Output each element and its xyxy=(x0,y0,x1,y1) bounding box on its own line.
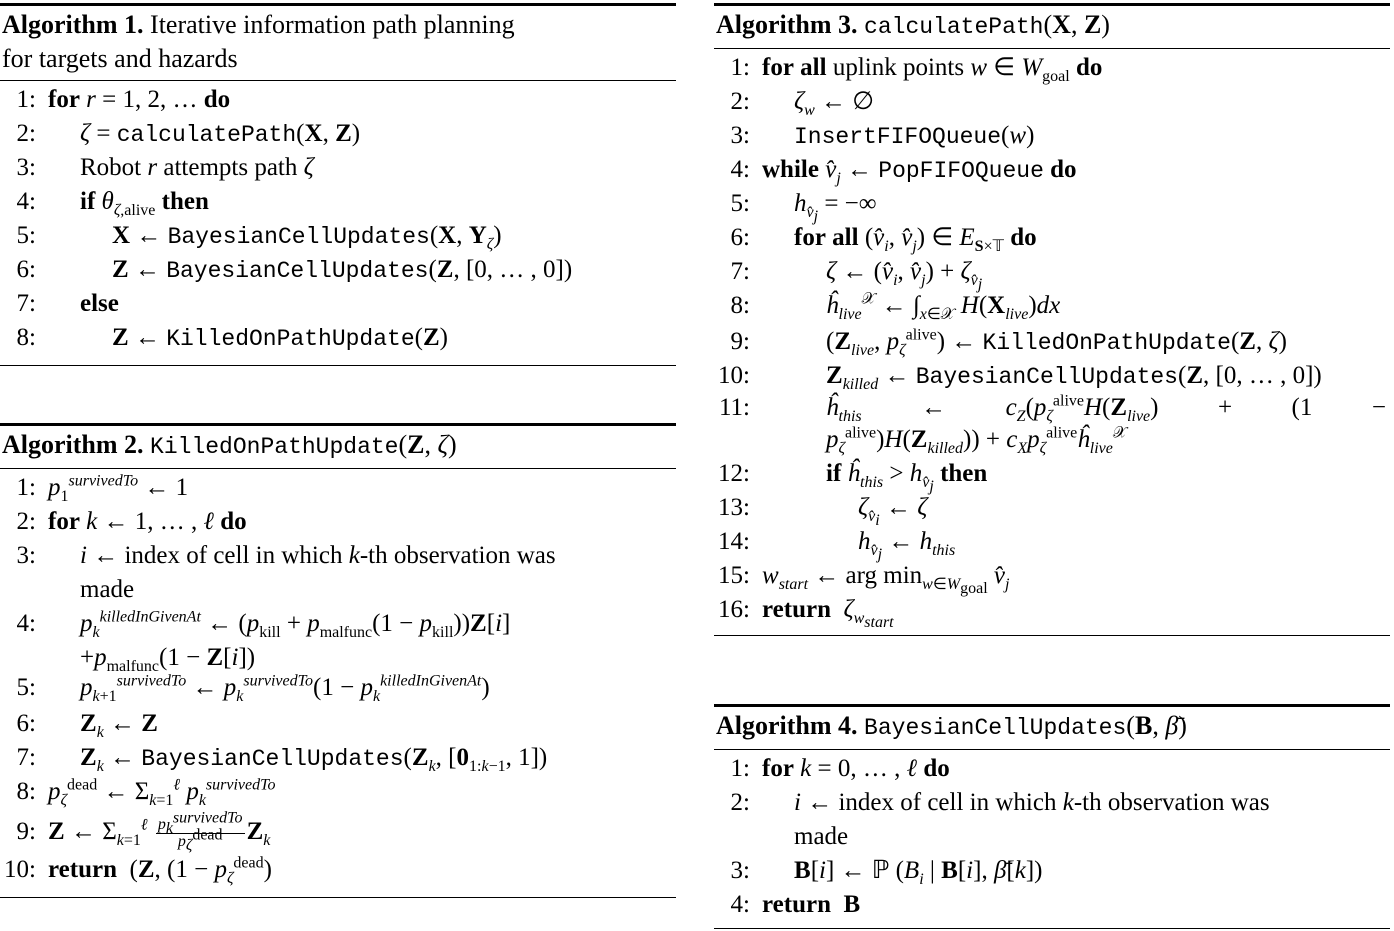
algorithm-line: 8: $p_\zeta^{dead}$ ← $\Sigma_{k=1}^\ell$ $p_k^{survivedTo}$ xyxy=(16,776,276,809)
bottom-rule xyxy=(714,635,1390,636)
algorithm-line-cont: made xyxy=(80,576,135,603)
algorithm-line: 2: for k ← 1, … , ℓ do xyxy=(16,508,247,535)
bottom-rule xyxy=(0,365,676,366)
algorithm-line: 2: i ← index of cell in which k-th observation was xyxy=(730,789,1270,816)
algorithm-line: 12: if $ĥ_{this} > h_{v̂_j}$ then xyxy=(718,460,988,496)
algorithm-line: 7: $Z_k$ ← $BayesianCellUpdates(Z_k$, [$0_{1:k-1}$, 1]) xyxy=(16,744,548,775)
algorithm-line: 14: $h_{v̂_j}$ ← $h_{this}$ xyxy=(718,528,956,564)
algorithm-line-cont: $+p_{malfunc}(1 - Z[i])$ xyxy=(80,644,256,675)
algorithm-line: 10: $Z_{killed}$ ← BayesianCellUpdates(Z, [0, … , 0]) xyxy=(718,362,1322,393)
algorithm-line: 1: for k = 0, … , ℓ do xyxy=(730,755,950,782)
algorithm-2 xyxy=(0,423,676,898)
algorithm-body xyxy=(714,49,1390,632)
algorithm-line: 3: Robot r attempts path ζ xyxy=(16,154,314,181)
algorithm-line: 2: $\zeta_w$ ← ∅ xyxy=(730,88,875,119)
algorithm-number: Algorithm 3. xyxy=(716,10,858,39)
algorithm-line: 11: $ĥ_{this}$ ← $c_Z(p_\zeta^{alive}H(Z_{live})$ + (1 − xyxy=(718,392,1386,425)
algorithm-line: 4: if $\theta_{\zeta,alive}$ then xyxy=(16,188,209,219)
algorithm-line: 8: $ĥ_{live}^𝒳$ ← $\int_{x\in 𝒳}$ $H(X_{live})dx$ xyxy=(730,290,1061,323)
algorithm-line: 1: for r = 1, 2, … do xyxy=(16,86,231,113)
algorithm-line: 9: Z ← $\Sigma_{k=1}^\ell$ $p_k^{survivedTo}$ $p_\zeta^{dead}$ $Z_k$ xyxy=(16,809,271,854)
algorithm-number: Algorithm 1. xyxy=(2,10,144,39)
algorithm-line: 1: for all uplink points w ∈ $W_{goal}$ do xyxy=(730,54,1103,85)
algorithm-1 xyxy=(0,3,676,366)
algorithm-line: 2: ζ = calculatePath(X, Z) xyxy=(16,120,361,148)
algorithm-line: 10: return (Z, $(1 - p_\zeta^{dead})$ xyxy=(4,854,272,887)
algorithm-caption: Algorithm 4. BayesianCellUpdates(B, β̄) xyxy=(716,711,1187,741)
algorithm-caption: Algorithm 2. KilledOnPathUpdate(Z, ζ) xyxy=(2,430,457,460)
algorithm-title-cont: for targets and hazards xyxy=(2,44,238,73)
algorithm-body xyxy=(714,750,1390,922)
algorithm-3 xyxy=(714,3,1390,636)
algorithm-body xyxy=(0,81,676,355)
algorithm-4 xyxy=(714,704,1390,929)
algorithm-line: 16: return $\zeta_{w_{start}}$ xyxy=(718,596,894,632)
algorithm-line: 1: $p_1^{survivedTo}$ ← 1 xyxy=(16,472,189,505)
algorithm-line: 5: $h_{v̂_j}$ = −∞ xyxy=(730,190,877,226)
algorithm-caption xyxy=(0,6,676,80)
algorithm-line: 7: ζ ← ($v̂_i$, $v̂_j) + \zeta_{v̂_j}$ xyxy=(730,258,983,294)
algorithm-line: 5: X ← BayesianCellUpdates(X, $Y_\zeta$) xyxy=(16,222,502,253)
algorithm-line: 3: B[i] ← ℙ ($B_i$ | B[i], β̄[k]) xyxy=(730,857,1043,888)
algorithm-line: 7: else xyxy=(16,290,119,317)
algorithm-line: 6: for all ($v̂_i$, $v̂_j$) ∈ $E_{S\times 𝕋}$ do xyxy=(730,224,1037,255)
algorithm-number: Algorithm 2. xyxy=(2,430,144,459)
bottom-rule xyxy=(714,928,1390,929)
algorithm-title: Iterative information path planning xyxy=(150,10,515,39)
algorithm-line-cont: made xyxy=(794,823,849,850)
algorithm-line: 4: $p_k^{killedInGivenAt}$ ← $(p_{kill} + p_{malfunc}(1 - p_{kill}))Z[i]$ xyxy=(16,608,511,641)
bottom-rule xyxy=(0,897,676,898)
algorithm-line: 9: ($Z_{live}$, $p_\zeta^{alive}$) ← KilledOnPathUpdate(Z, ζ) xyxy=(730,326,1287,359)
algorithm-line: 4: while $v̂_j$ ← PopFIFOQueue do xyxy=(730,156,1077,187)
algorithm-line: 3: i ← index of cell in which k-th observation was xyxy=(16,542,556,569)
algorithm-line: 4: return B xyxy=(730,891,861,918)
algorithm-line: 15: $w_{start}$ ← arg $\min_{w\in W_{goal}}$ $v̂_j$ xyxy=(718,562,1010,598)
algorithm-caption: Algorithm 3. calculatePath(X, Z) xyxy=(716,10,1110,40)
algorithm-line: 5: $p_{k+1}^{survivedTo}$ ← $p_k^{survivedTo}(1 - p_k^{killedInGivenAt})$ xyxy=(16,672,490,705)
algorithm-body xyxy=(0,469,676,889)
algorithm-number: Algorithm 4. xyxy=(716,711,858,740)
algorithm-line: 8: Z ← KilledOnPathUpdate(Z) xyxy=(16,324,448,352)
algorithm-line: 3: InsertFIFOQueue(w) xyxy=(730,122,1035,150)
algorithm-line: 6: $Z_k$ ← Z xyxy=(16,710,158,741)
algorithm-line: 6: Z ← BayesianCellUpdates(Z, [0, … , 0]) xyxy=(16,256,573,284)
algorithm-line: 13: $\zeta_{v̂_i}$ ← ζ xyxy=(718,494,928,530)
algorithm-line-cont: $p_\zeta^{alive})H(Z_{killed})$) + $c_Xp_\zeta^{alive}ĥ_{live}^𝒳$ xyxy=(826,424,1127,457)
